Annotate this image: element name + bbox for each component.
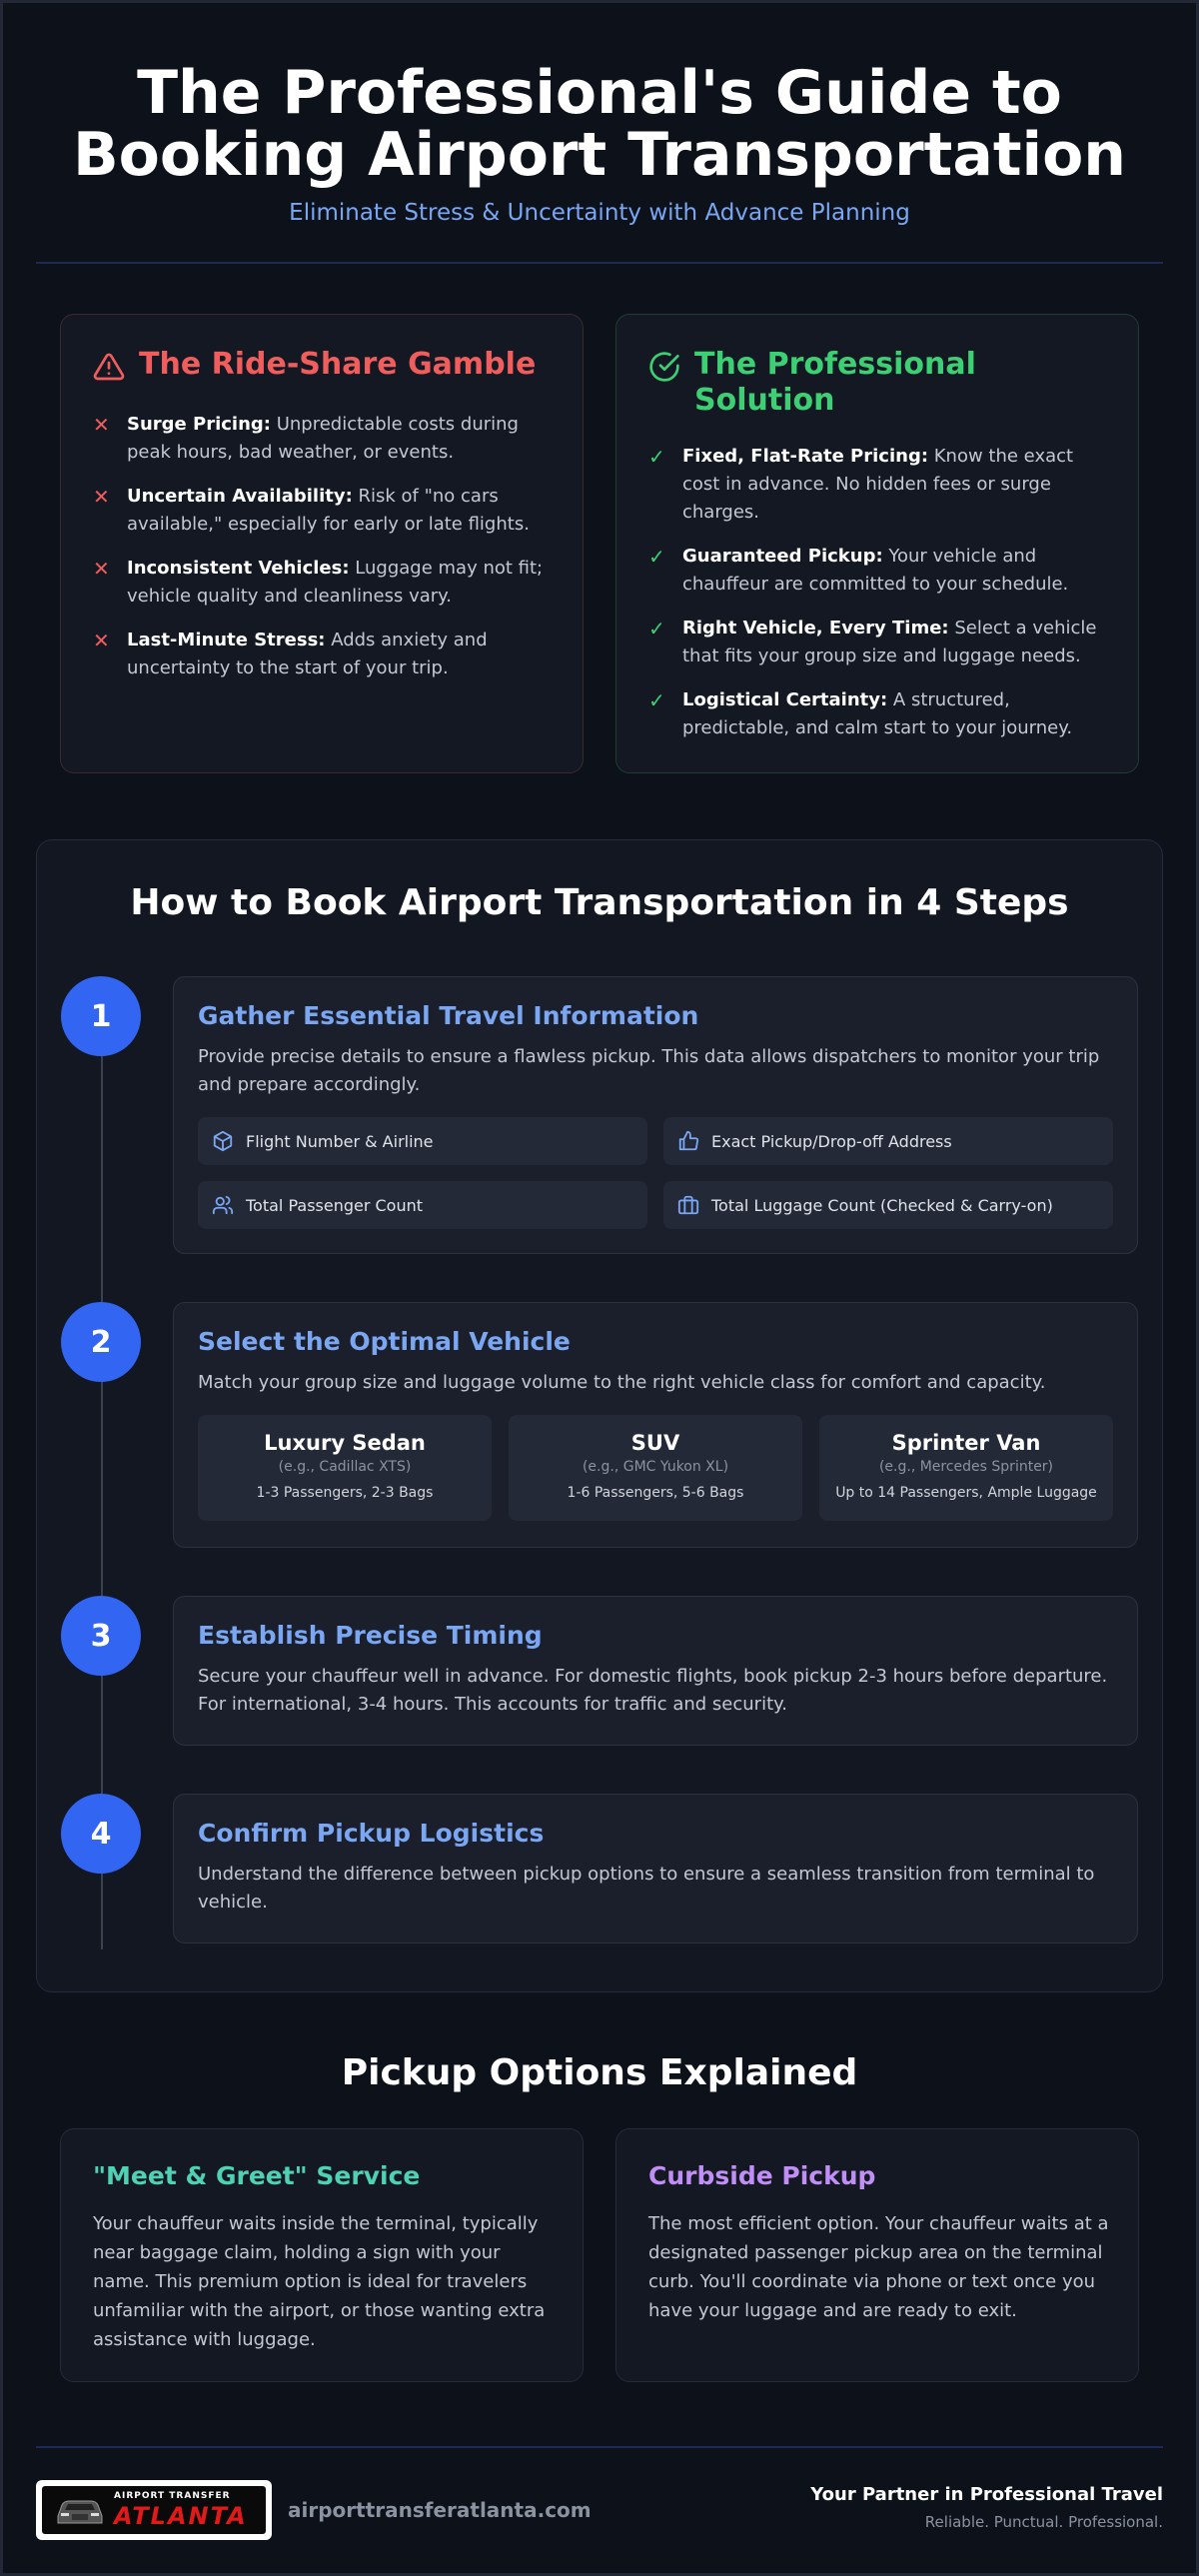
vehicle-option [509,1415,802,1521]
vehicle-option [819,1415,1113,1521]
vehicle-name: Luxury Sedan [264,1431,426,1455]
step-title: Select the Optimal Vehicle [198,1327,571,1356]
step-card-2 [173,1302,1138,1548]
vehicle-option [198,1415,492,1521]
step-card-4 [173,1794,1138,1943]
footer-divider [36,2446,1163,2448]
title-line-2: Booking Airport Transportation [72,120,1127,190]
vehicle-capacity: Up to 14 Passengers, Ample Luggage [835,1485,1097,1501]
section-title: Pickup Options Explained [341,2052,858,2093]
check-icon: ✓ [648,617,665,641]
list-item [93,411,551,467]
check-icon: ✓ [648,445,665,469]
step-number-badge: 2 [61,1302,141,1382]
vehicle-capacity: 1-6 Passengers, 5-6 Bags [567,1485,744,1501]
point-text: Last-Minute Stress: Adds anxiety and uncertainty to the start of your trip. [127,630,488,678]
point-text: Fixed, Flat-Rate Pricing: Know the exact cost in advance. No hidden fees or surge charges. [682,446,1074,523]
vehicle-capacity: 1-3 Passengers, 2-3 Bags [256,1485,434,1501]
cube-icon [212,1130,234,1152]
option-title: Curbside Pickup [648,2161,876,2190]
option-title: "Meet & Greet" Service [93,2161,421,2190]
car-icon [52,2492,108,2528]
list-item [93,483,551,539]
card-title: The Ride-Share Gamble [139,347,537,382]
step-title: Gather Essential Travel Information [198,1001,699,1030]
page-subtitle: Eliminate Stress & Uncertainty with Advance Planning [289,200,910,226]
point-text: Right Vehicle, Every Time: Select a vehicle that fits your group size and luggage needs. [682,618,1097,666]
vehicle-example: (e.g., Mercedes Sprinter) [878,1459,1054,1475]
step-title: Confirm Pickup Logistics [198,1819,545,1848]
rideshare-gamble-card [60,314,584,773]
chip-label: Total Luggage Count (Checked & Carry-on) [711,1195,1053,1215]
card-header [648,347,1054,419]
thumbs-up-icon [677,1130,699,1152]
list-item [648,615,1106,670]
point-text: Surge Pricing: Unpredictable costs during peak hours, bad weather, or events. [127,414,519,463]
step-title: Establish Precise Timing [198,1621,543,1650]
info-chip [663,1181,1113,1229]
list-item [93,555,551,611]
point-text: Logistical Certainty: A structured, predictable, and calm start to your journey. [682,689,1073,738]
briefcase-icon [677,1194,699,1216]
vehicle-example: (e.g., Cadillac XTS) [278,1459,412,1475]
list-item [93,627,551,682]
point-text: Inconsistent Vehicles: Luggage may not fit; vehicle quality and cleanliness vary. [127,558,544,607]
check-icon: ✓ [648,545,665,569]
x-icon: ✕ [93,485,110,509]
list-item [648,686,1106,742]
footer-tagline [810,2484,1163,2531]
info-chip [198,1117,647,1165]
step-card-1 [173,976,1138,1254]
vehicle-name: Sprinter Van [891,1431,1041,1455]
vehicle-name: SUV [630,1431,680,1455]
list-item [648,543,1106,599]
booking-steps-section [36,839,1163,1992]
gamble-points [93,411,551,698]
logo-frame [42,2486,266,2534]
website-link[interactable]: airporttransferatlanta.com [288,2498,592,2522]
header-divider [36,262,1163,264]
company-logo[interactable] [36,2480,272,2540]
pickup-option-card [615,2128,1139,2382]
x-icon: ✕ [93,413,110,437]
step-number-badge: 3 [61,1596,141,1676]
vehicle-example: (e.g., GMC Yukon XL) [582,1459,729,1475]
step-card-3 [173,1596,1138,1746]
logo-text-top: AIRPORT TRANSFER [114,2491,231,2501]
pickup-option-card [60,2128,584,2382]
tagline-title: Your Partner in Professional Travel [810,2484,1163,2505]
info-chip [198,1181,647,1229]
check-icon: ✓ [648,688,665,712]
chip-label: Flight Number & Airline [246,1131,434,1151]
tagline-sub: Reliable. Punctual. Professional. [924,2513,1163,2531]
step-number-badge: 1 [61,976,141,1056]
point-text: Guaranteed Pickup: Your vehicle and chauffeur are committed to your schedule. [682,546,1069,595]
solution-points [648,443,1106,758]
chip-label: Exact Pickup/Drop-off Address [711,1131,952,1151]
page-title [0,58,1199,190]
chip-label: Total Passenger Count [246,1195,424,1215]
step-text: Secure your chauffeur well in advance. For domestic flights, book pickup 2-3 hours before departure. For international, 3-4 hours. This accounts for traffic and security. [198,1666,1108,1715]
x-icon: ✕ [93,557,110,581]
step-text: Match your group size and luggage volume to the right vehicle class for comfort and capacity. [198,1372,1046,1393]
option-text: Your chauffeur waits inside the terminal, typically near baggage claim, holding a sign with your name. This premium option is ideal for travelers unfamiliar with the airport, or those wanting extra assistance with luggage. [93,2213,546,2350]
card-title: The Professional Solution [694,347,976,418]
users-icon [212,1194,234,1216]
point-text: Uncertain Availability: Risk of "no cars available," especially for early or late flights. [127,486,530,535]
x-icon: ✕ [93,629,110,652]
step-text: Understand the difference between pickup options to ensure a seamless transition from terminal to vehicle. [198,1864,1095,1913]
list-item [648,443,1106,527]
check-circle-icon [648,351,680,383]
logo-text-main: ATLANTA [114,2502,248,2530]
step-number-badge: 4 [61,1794,141,1874]
warning-icon [93,351,125,383]
step-text: Provide precise details to ensure a flawless pickup. This data allows dispatchers to monitor your trip and prepare accordingly. [198,1046,1100,1095]
option-text: The most efficient option. Your chauffeur waits at a designated passenger pickup area on the terminal curb. You'll coordinate via phone or text once you have your luggage and are ready to exit. [648,2213,1109,2321]
info-chip [663,1117,1113,1165]
title-line-1: The Professional's Guide to [137,58,1062,128]
card-header [93,347,536,383]
professional-solution-card [615,314,1139,773]
section-title: How to Book Airport Transportation in 4 Steps [130,882,1069,923]
